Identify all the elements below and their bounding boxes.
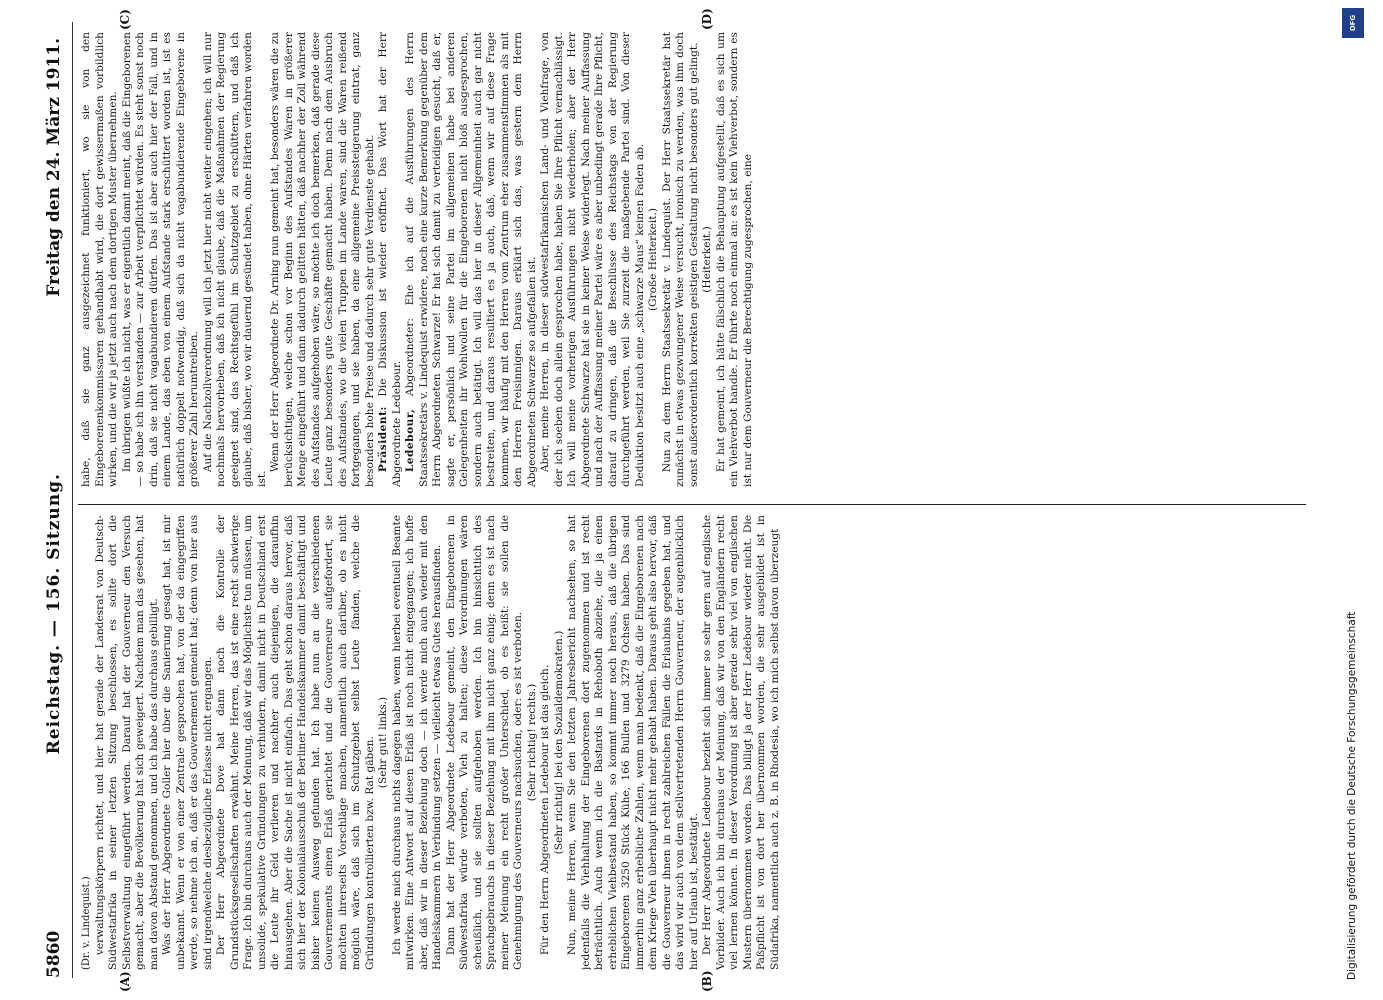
paragraph: Auf die Nachzollverordnung will ich jetzt hier nicht weiter eingehen; ich will nur nochmals hervorheben, daß ich nicht glaube, daß die Maßnahmen der Regierung geeignet sind, das Rechtsgefühl im Schutzgebiet zu erschüttern, und daß ich glaube, daß bisher, wo wir dauernd gesündet haben, ohne Härten verfahren worden ist.: [201, 32, 268, 487]
paragraph: verwaltungskörpern richtet, und hier hat gerade der Landesrat von Deutsch-Südwestafrika in seiner letzten Sitzung beschlossen, es sollte dort die Selbstverwaltung eingeführt werden. Darauf hat der Gouverneur den Versuch gemacht, aber die Bevölkerung hat sich geweigert. Nachdem man das gesehen, hat man davon Abstand genommen, und ich habe das durchaus gebilligt.: [93, 515, 160, 970]
paragraph: Er hat gemeint, ich hätte fälschlich die Behauptung aufgestellt, daß es sich um ein Viehverbot handle. Er führte noch einmal an: es ist kein Viehverbot, sondern es ist nur dem Gouverneur die Berechtigung zugesprochen, eine: [714, 32, 754, 487]
speaker-text: Die Diskussion ist wieder eröffnet. Das Wort hat der Herr Abgeordnete Ledebour.: [377, 32, 403, 487]
paragraph: Für den Herrn Abgeordneten Ledebour ist das gleich.: [539, 664, 551, 956]
paragraph: Der Herr Abgeordnete Ledebour bezieht sich immer so sehr gern auf englische Vorbilder. Auch ich bin durchaus der Meinung, daß wir von den Engländern recht viel lernen können. In dieser Verordnung ist aber gerade sehr viel von englischen Mustern übernommen worden. Das billigt ja der Herr Ledebour wieder nicht. Die Paßpflicht ist von dort her übernommen worden, die sehr ausgebildet ist in Südafrika, namentlich auch z. B. in Rhodesia, wo ich mich selbst davon überzeugt: [701, 515, 781, 970]
speaker-paragraph: [377, 32, 404, 487]
paragraph: Nun, meine Herren, wenn Sie den letzten Jahresbericht nachsehen, so hat jedenfalls die Viehhaltung der Eingeborenen dort zugenommen und ist recht beträchtlich. Auch wenn ich die Bastards in Rehoboth abziehe, die ja einen erheblichen Viehbestand haben, so kommt immer noch heraus, daß die übrigen Eingeborenen 3250 Stück Kühe, 166 Bullen und 3279 Ochsen haben. Das sind immerhin ganz erhebliche Zahlen, wenn man bedenkt, daß die Eingeborenen nach dem Kriege Vieh überhaupt nicht mehr gehabt haben. Daraus geht also hervor, daß die Gouverneur ihnen in recht zahlreichen Fällen die Erlaubnis gegeben hat, und das wird wir auch von dem stellvertretenden Herrn Gouverneur, der augenblicklich hier auf Urlaub ist, bestätigt.: [566, 515, 700, 970]
paragraph: Der Herr Abgeordnete Dove hat dann noch die Kontrolle der Grundstücksgesellschaften erwähnt. Meine Herren, das ist eine recht schwierige Frage. Ich bin durchaus auch der Meinung, daß wir das Möglichste tun müssen, um unsolide, spekulative Gründungen zu verhindern, damit nicht in Deutschland erst die Leute ihr Geld verlieren und nachher auch diejenigen, die daraufhin hinausgehen. Aber die Sache ist nicht einfach. Das geht schon daraus hervor, daß sich hier der Kolonialausschuß der Berliner Handelskammer damit beschäftigt und bisher keinen Ausweg gefunden hat. Ich habe nun an die verschiedenen Gouvernements einen Erlaß gerichtet und die Gouverneure aufgefordert, sie möchten ihrerseits Vorschläge machen, namentlich auch darüber, ob es nicht möglich wäre, daß sich im Schutzgebiet selbst Leute fänden, welche die Gründungen kontrollierten bzw. Rat gäben.: [215, 515, 376, 970]
digitization-note-text: Digitalisierung gefördert durch die Deutsche Forschungsgemeinschaft: [1346, 611, 1358, 980]
paragraph: Was der Herr Abgeordnete Goller hier über die Sanierung gesagt hat, ist mir unbekannt. Wenn er von einer Zentrale gesprochen hat, von der da eingegriffen werde, so nehme ich an, daß er das Gouvernement gemeint hat; denn von hier aus sind irgendwelche diesbezügliche Erlasse nicht ergangen.: [161, 515, 214, 970]
page-number: 5860: [44, 930, 64, 978]
paragraph: Ich werde mich durchaus nichts dagegen haben, wenn hierbei eventuell Beamte mitwirken. Eine Antwort auf diesen Erlaß ist noch nicht eingegangen; ich hoffe aber, daß wir in dieser Beziehung doch — ich werde mich auch wieder mit den Handelskammern in Verbindung setzen — vielleicht etwas Gutes herausfinden.: [390, 515, 443, 970]
paragraph: Wenn der Herr Abgeordnete Dr. Arning nun gemeint hat, besonders wären die zu berücksichtigen, welche schon vor Beginn des Aufstandes Waren in größerer Menge eingeführt und dann dadurch gelitten hätten, daß nachher der Zoll während des Aufstandes aufgehoben wäre, so möchte ich doch bemerken, daß gerade diese Leute ganz besonders gute Geschäfte gemacht haben. Denn nach dem Ausbruch des Aufstandes, wo die vielen Truppen im Lande waren, sind die Waren reißend fortgegangen, und sie haben, da eine allgemeine Preissteigerung eintrat, ganz besonders hohe Preise und dadurch sehr gute Verdienste gehabt.: [269, 32, 376, 487]
interjection: (Heiterkeit.): [701, 226, 713, 293]
speaker-name: Präsident:: [377, 406, 389, 473]
left-text-column: [80, 515, 1300, 970]
paragraph: habe, daß sie ganz ausgezeichnet funktioniert, wo sie von den Eingeborenenkommissaren gehandhabt wird, die dort gewissermaßen vorbildlich wirken, und die wir ja jetzt auch nach dem dortigen Muster übernehmen.: [80, 32, 119, 487]
speaker-text: Abgeordneter: Ehe ich auf die Ausführungen des Herrn Staatssekretärs v. Lindequist erwidere, noch eine kurze Bemerkung gegenüber dem Herrn Abgeordneten Schwarze! Er hat sich damit zu verteidigen gesucht, daß er, sagte er, persönlich und seine Partei im allgemeinen habe bei anderen Gelegenheiten ihr Wohlwollen für die Eingeborenen nicht bloß ausgesprochen, sondern auch betätigt. Ich will das hier in dieser Allgemeinheit auch gar nicht bestreiten, und daraus resultiert es ja auch, daß, wenn wir auf diese Frage kommen, wir häufig mit den Herren vom Zentrum eher zusammenstimmen als mit den Herren Freisinnigen. Daraus erklärt sich das, was gestern dem Herrn Abgeordneten Schwarze so aufgefallen ist.: [404, 32, 538, 487]
speaker-paragraph: [404, 32, 539, 487]
paragraph: Aber, meine Herren, in dieser südwestafrikanischen Land- und Viehfrage, von der ich soeben doch allein gesprochen habe, haben Sie Ihre Pflicht vernachlässigt. Ich will meine vorherigen Ausführungen nicht wiederholen; aber der Herr Abgeordnete Schwarze hat sie in keiner Weise widerlegt. Nach meiner Auffassung und nach der Auffassung meiner Partei wäre es aber unbedingt gerade Ihre Pflicht, darauf zu dringen, daß die Beschlüsse des Reichstags von der Regierung durchgeführt werden, weil Sie zurzeit die maßgebende Partei sind. Von dieser Deduktion besitzt auch eine „schwarze Maus“ keinen Faden ab.: [539, 32, 646, 487]
page-header: [44, 38, 68, 978]
margin-mark-a: (A): [118, 971, 132, 992]
digitization-note: [1340, 20, 1364, 980]
interjection: (Große Heiterkeit.): [647, 207, 659, 312]
header-date: Freitag den 24. März 1911.: [44, 38, 64, 297]
interjection: (Sehr richtig! rechts.): [525, 683, 538, 802]
speaker-name: Ledebour,: [404, 408, 416, 473]
header-rule: [72, 22, 73, 978]
interjection: (Sehr richtig! bei den Sozialdemokraten.): [552, 630, 565, 855]
interjection: (Sehr gut! links.): [377, 696, 389, 789]
right-text-column: [80, 32, 1300, 487]
paragraph: Dann hat der Herr Abgeordnete Ledebour gemeint, den Eingeborenen in Südwestafrika würde verboten, Vieh zu halten; diese Verordnungen wären scheußlich, und sie sollten aufgehoben werden. Ich bin hinsichtlich des Sprachgebrauchs in dieser Beziehung mit ihm nicht ganz einig; denn es ist nach meiner Meinung ein recht großer Unterschied, ob es heißt: sie sollen die Genehmigung des Gouverneurs nachsuchen, oder: es ist verboten.: [444, 515, 524, 970]
margin-mark-d: (D): [700, 8, 714, 30]
dfg-logo: DFG: [1342, 8, 1364, 38]
paragraph: Im übrigen wüßte ich nicht, was er eigentlich damit meint, daß die Eingeborenen — so habe ich ihn verstanden — zur Arbeit verpflichtet würden. Es steht sonst noch drin, daß sie nicht vagabundieren dürfen. Das ist aber auch hier der Fall, und in einem Lande, das eben von einem Aufstande stark erschüttert worden ist, ist es natürlich doppelt notwendig, daß sich da nicht vagabundierende Eingeborene in größerer Zahl herumtreiben.: [120, 32, 200, 487]
header-session: Reichstag. — 156. Sitzung.: [44, 473, 64, 755]
margin-mark-b: (B): [700, 970, 714, 992]
speaker-continuation: (Dr. v. Lindequist.): [81, 876, 92, 970]
column-divider: [78, 504, 1306, 505]
paragraph: Nun zu dem Herrn Staatssekretär v. Lindequist. Der Herr Staatssekretär hat zunächst in etwas gezwungener Weise versucht, ironisch zu werden, was ihm doch sonst außerordentlich korrekten geistigen Gestaltung nicht besonders gut gelingt.: [660, 32, 700, 487]
margin-mark-c: (C): [118, 9, 132, 30]
